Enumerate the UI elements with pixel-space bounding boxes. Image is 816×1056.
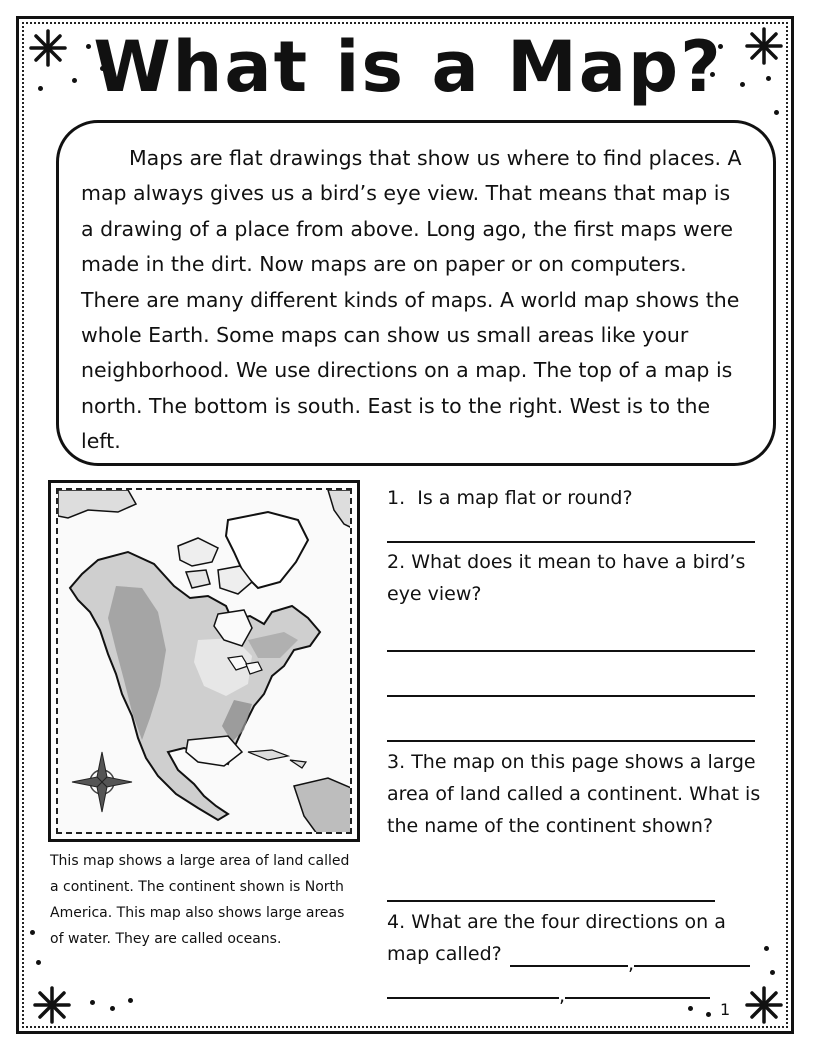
page-title: What is a Map? [93,26,723,108]
answer-blank-4a[interactable] [510,965,628,967]
answer-line-2b[interactable] [387,695,755,697]
answer-line-3[interactable] [387,900,715,902]
star-icon-bottom-left [32,985,72,1025]
dot-icon [36,960,41,965]
map-caption: This map shows a large area of land called a continent. The continent shown is North America. This map also shows large areas of water. They are called oceans. [50,853,350,947]
question-number: 1. [387,487,406,509]
question-text: What are the four directions on a map called? [387,911,726,965]
question-text: Is a map flat or round? [417,487,633,509]
dot-icon [706,1012,711,1017]
dot-icon [770,970,775,975]
answer-line-2a[interactable] [387,650,755,652]
question-1 [387,482,767,514]
question-text: What does it mean to have a bird’s eye view? [387,551,746,605]
question-4 [387,906,772,970]
page-number: 1 [720,1000,731,1019]
dot-icon [30,930,35,935]
question-number: 3. [387,751,406,773]
answer-blank-4c[interactable] [387,997,559,999]
question-2 [387,546,747,610]
dot-icon [688,1006,693,1011]
question-number: 2. [387,551,406,573]
answer-blank-4d[interactable] [565,997,710,999]
map-illustration [58,490,352,834]
reading-passage: Maps are flat drawings that show us where to find places. A map always gives us a bird’s eye view. That means that map is a drawing of a place from above. Long ago, the first maps were made in the dirt. Now maps are on paper or on computers. There are many different kinds of maps. A world map shows the whole Earth. Some maps can show us small areas like your neighborhood. We use directions on a map. The top of a map is north. The bottom is south. East is to the right. West is to the left. [56,120,776,466]
question-text: The map on this page shows a large area of land called a continent. What is the name of the continent shown? [387,751,761,837]
dot-icon [110,1006,115,1011]
answer-line-2c[interactable] [387,740,755,742]
comma-separator: , [628,953,635,975]
answer-blank-4b[interactable] [634,965,750,967]
question-number: 4. [387,911,406,933]
north-america-map [48,480,360,842]
map-dashed-border [56,488,352,834]
star-icon-bottom-right [744,985,784,1025]
dot-icon [90,1000,95,1005]
question-3 [387,746,767,842]
comma-separator: , [559,985,566,1007]
answer-line-1[interactable] [387,541,755,543]
dot-icon [128,998,133,1003]
